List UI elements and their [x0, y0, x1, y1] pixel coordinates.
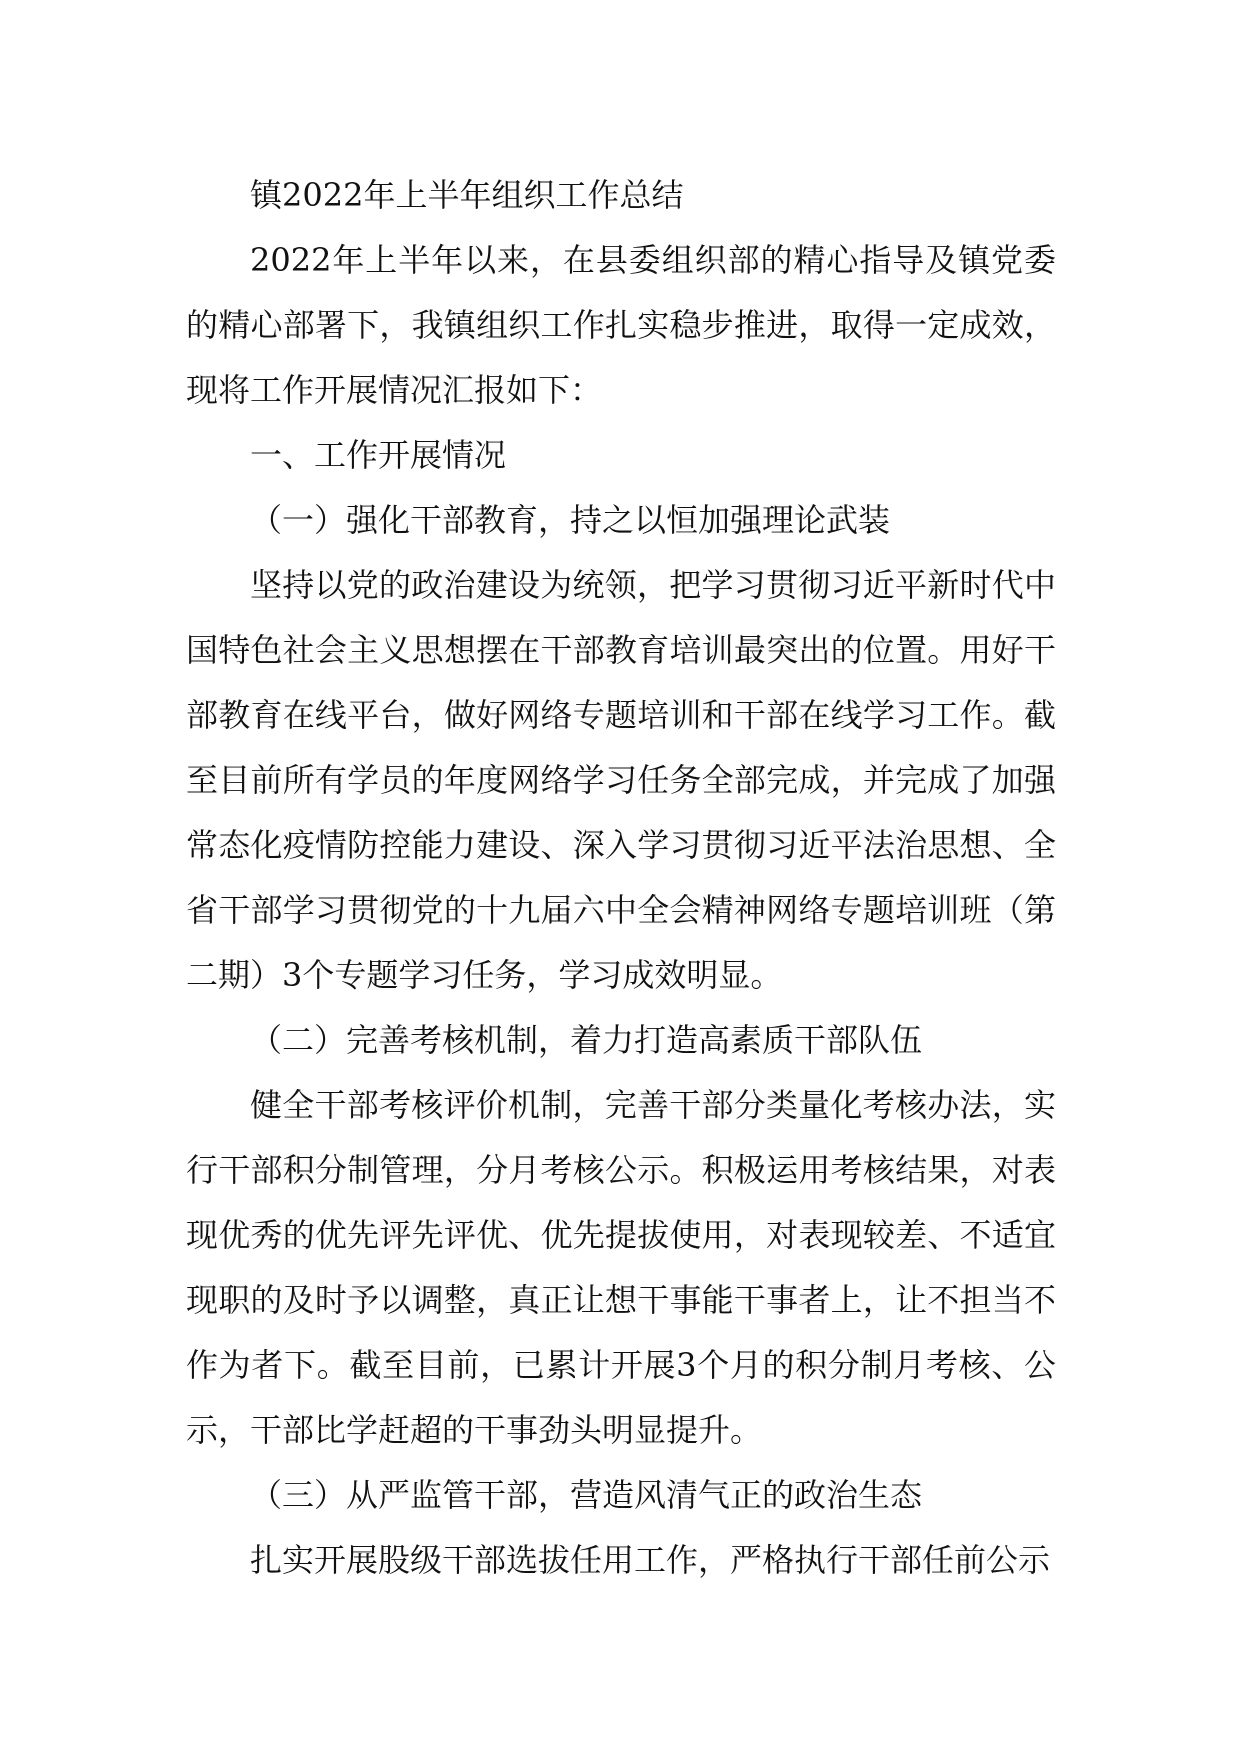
document-title: 镇2022年上半年组织工作总结	[250, 176, 684, 214]
document-body	[186, 163, 1056, 1593]
subsection-heading-2: （二）完善考核机制，着力打造高素质干部队伍	[250, 1021, 923, 1059]
paragraph-intro: 2022年上半年以来，在县委组织部的精心指导及镇党委的精心部署下，我镇组织工作扎实稳步推进，取得一定成效，现将工作开展情况汇报如下：	[186, 241, 1056, 409]
subsection-heading-3: （三）从严监管干部，营造风清气正的政治生态	[250, 1476, 923, 1514]
paragraph-education: 坚持以党的政治建设为统领，把学习贯彻习近平新时代中国特色社会主义思想摆在干部教育培训最突出的位置。用好干部教育在线平台，做好网络专题培训和干部在线学习工作。截至目前所有学员的年度网络学习任务全部完成，并完成了加强常态化疫情防控能力建设、深入学习贯彻习近平法治思想、全省干部学习贯彻党的十九届六中全会精神网络专题培训班（第二期）3个专题学习任务，学习成效明显。	[186, 566, 1056, 994]
paragraph-supervision: 扎实开展股级干部选拔任用工作，严格执行干部任前公示	[250, 1541, 1051, 1579]
section-heading-1: 一、工作开展情况	[250, 436, 507, 474]
paragraph-assessment: 健全干部考核评价机制，完善干部分类量化考核办法，实行干部积分制管理，分月考核公示。积极运用考核结果，对表现优秀的优先评先评优、优先提拔使用，对表现较差、不适宜现职的及时予以调整，真正让想干事能干事者上，让不担当不作为者下。截至目前，已累计开展3个月的积分制月考核、公示，干部比学赶超的干事劲头明显提升。	[186, 1086, 1056, 1449]
subsection-heading-1: （一）强化干部教育，持之以恒加强理论武装	[250, 501, 891, 539]
